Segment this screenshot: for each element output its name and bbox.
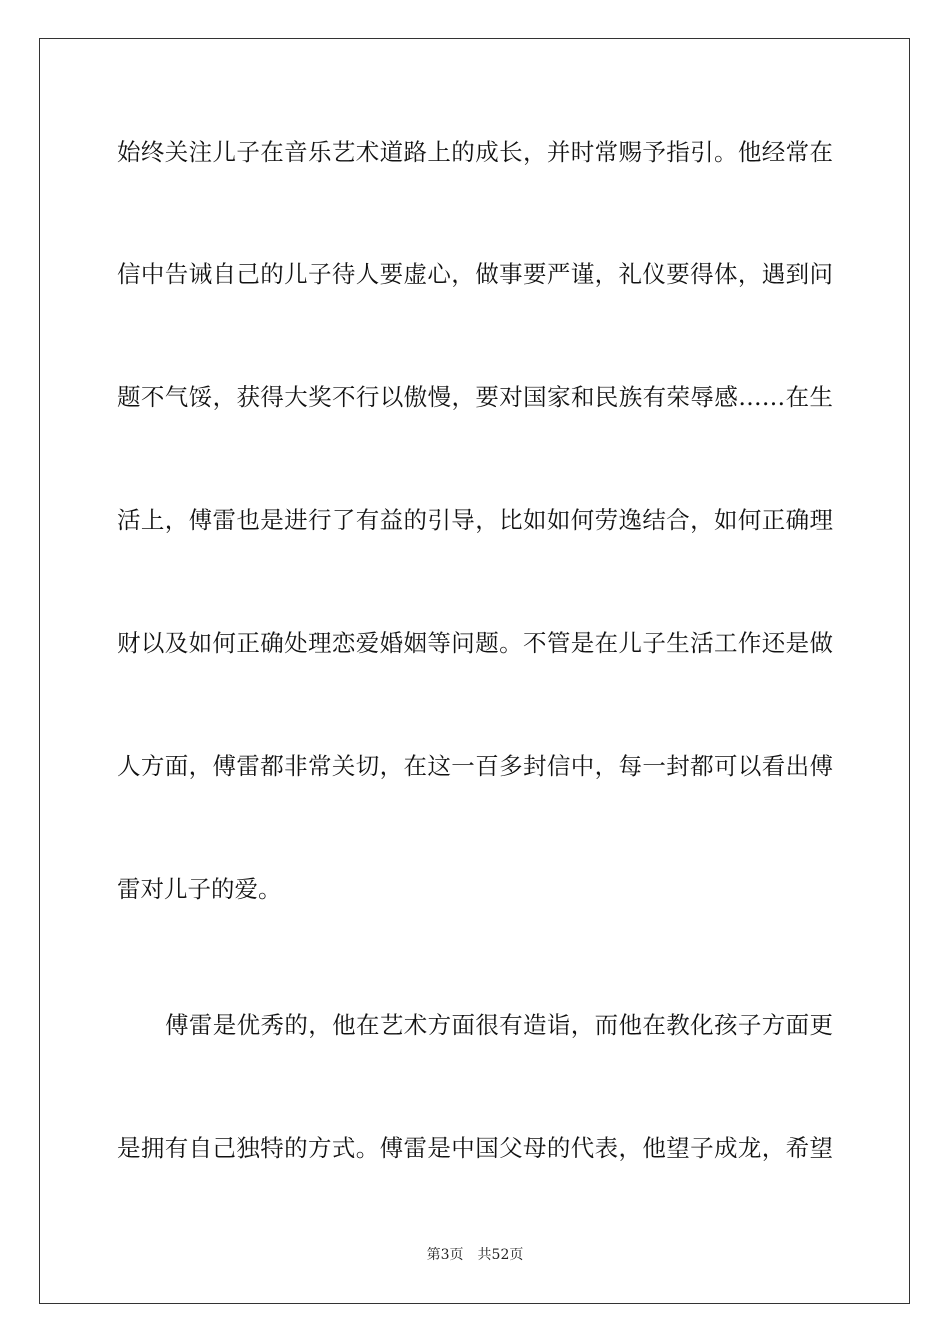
text-line: 活上，傅雷也是进行了有益的引导，比如如何劳逸结合，如何正确理 [117,506,833,534]
text-line: 是拥有自己独特的方式。傅雷是中国父母的代表，他望子成龙，希望 [117,1134,833,1162]
page-number-total: 共52页 [477,1247,524,1263]
text-line: 信中告诫自己的儿子待人要虚心，做事要严谨，礼仪要得体，遇到问 [117,260,833,288]
page-border [39,38,910,1304]
text-line: 始终关注儿子在音乐艺术道路上的成长，并时常赐予指引。他经常在 [117,138,833,166]
text-line: 题不气馁，获得大奖不行以傲慢，要对国家和民族有荣辱感……在生 [117,383,833,411]
page-footer [0,1246,950,1264]
paragraph-first-line: 傅雷是优秀的，他在艺术方面很有造诣，而他在教化孩子方面更 [165,1011,833,1039]
text-line: 雷对儿子的爱。 [117,875,282,903]
page-number-current: 第3页 [426,1247,464,1263]
text-line: 人方面，傅雷都非常关切，在这一百多封信中，每一封都可以看出傅 [117,752,833,780]
text-line: 财以及如何正确处理恋爱婚姻等问题。不管是在儿子生活工作还是做 [117,629,833,657]
